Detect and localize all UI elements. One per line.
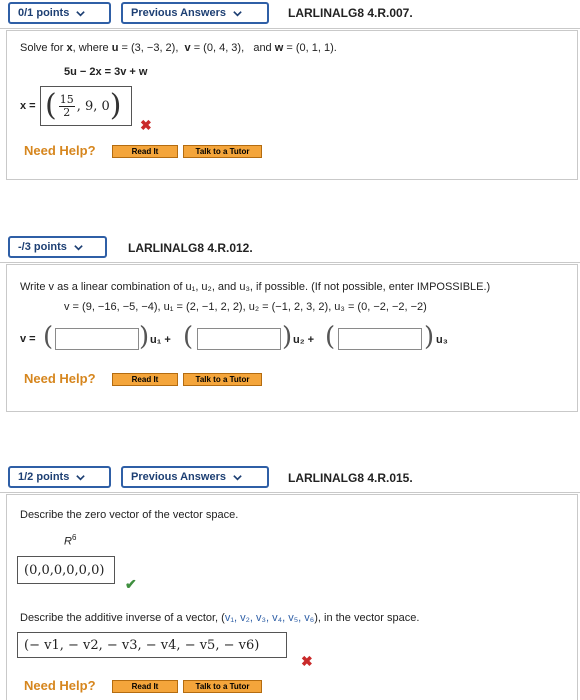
- answer-field-additive-inverse[interactable]: (− v1, − v2, − v3, − v4, − v5, − v6): [17, 632, 287, 658]
- open-paren: (: [325, 322, 336, 352]
- fraction-denominator: 2: [63, 105, 71, 119]
- fraction-numerator: 15: [59, 92, 74, 106]
- vector-components: v₁, v₂, v₃, v₄, v₅, v₆: [224, 612, 315, 624]
- question-prompt: Describe the zero vector of the vector space.: [20, 509, 239, 521]
- talk-to-tutor-button[interactable]: Talk to a Tutor: [183, 145, 262, 158]
- u2-term: u₂ +: [293, 334, 315, 346]
- open-paren: (: [183, 322, 194, 352]
- talk-to-tutor-button[interactable]: Talk to a Tutor: [183, 373, 262, 386]
- need-help-label: Need Help?: [24, 678, 96, 693]
- u-value: = (3, −3, 2),: [118, 42, 179, 54]
- u3-term: u₃: [436, 334, 448, 346]
- var-w: w: [274, 42, 284, 54]
- divider: [0, 28, 580, 29]
- answer-rest: , 9, 0: [76, 98, 110, 114]
- prompt-text: Describe the additive inverse of a vector, (: [20, 612, 225, 624]
- var-u: u: [111, 42, 119, 54]
- answer-label-v: v =: [20, 333, 36, 345]
- question-id: LARLINALG8 4.R.012.: [128, 241, 253, 255]
- vector-definitions: v = (9, −16, −5, −4), u₁ = (2, −1, 2, 2), u₂ = (−1, 2, 3, 2), u₃ = (0, −2, −2, −2): [64, 301, 427, 313]
- read-it-button[interactable]: Read It: [112, 145, 178, 158]
- points-label: -/3 points: [18, 241, 67, 253]
- points-dropdown-q3[interactable]: [8, 466, 111, 488]
- previous-answers-label: Previous Answers: [131, 7, 226, 19]
- read-it-button[interactable]: Read It: [112, 680, 178, 693]
- read-it-button[interactable]: Read It: [112, 373, 178, 386]
- divider: [0, 262, 580, 263]
- open-paren: (: [43, 322, 54, 352]
- answer-label-x: x =: [20, 100, 36, 112]
- previous-answers-label: Previous Answers: [131, 471, 226, 483]
- prompt-text: Solve for: [20, 42, 67, 54]
- incorrect-icon: ✖: [301, 653, 313, 669]
- talk-to-tutor-button[interactable]: Talk to a Tutor: [183, 680, 262, 693]
- prompt-text: and: [250, 42, 275, 54]
- v-value: = (0, 4, 3),: [190, 42, 245, 54]
- answer-field-zero-vector[interactable]: (0,0,0,0,0,0): [17, 556, 115, 584]
- close-paren: ): [282, 322, 293, 352]
- prompt-text: ), in the vector space.: [314, 612, 420, 624]
- vector-space-label: [64, 533, 76, 548]
- open-paren: (: [45, 88, 57, 123]
- w-value: = (0, 1, 1).: [283, 42, 337, 54]
- question-prompt: Write v as a linear combination of u₁, u₂, and u₃, if possible. (If not possible, enter IMPOSSIBLE.): [20, 281, 491, 293]
- chevron-down-icon: [73, 242, 84, 253]
- equation: 5u − 2x = 3v + w: [64, 66, 148, 78]
- answer-field-x[interactable]: [40, 86, 132, 126]
- fraction: [59, 94, 75, 119]
- close-paren: ): [424, 322, 435, 352]
- coefficient-input-u1[interactable]: [55, 328, 139, 350]
- previous-answers-dropdown-q3[interactable]: [121, 466, 269, 488]
- prompt-text: , where: [72, 42, 112, 54]
- close-paren: ): [139, 322, 150, 352]
- chevron-down-icon: [232, 472, 243, 483]
- need-help-label: Need Help?: [24, 143, 96, 158]
- need-help-label: Need Help?: [24, 371, 96, 386]
- var-v: v: [184, 42, 191, 54]
- u1-term: u₁ +: [150, 334, 171, 346]
- question-panel-q3: [6, 494, 578, 700]
- chevron-down-icon: [232, 8, 243, 19]
- incorrect-icon: ✖: [140, 117, 152, 133]
- coefficient-input-u3[interactable]: [338, 328, 422, 350]
- points-label: 0/1 points: [18, 7, 70, 19]
- divider: [0, 492, 580, 493]
- coefficient-input-u2[interactable]: [197, 328, 281, 350]
- close-paren: ): [109, 88, 122, 123]
- points-dropdown-q2[interactable]: [8, 236, 107, 258]
- question-id: LARLINALG8 4.R.007.: [288, 6, 413, 20]
- chevron-down-icon: [75, 8, 86, 19]
- correct-icon: ✔: [125, 576, 137, 592]
- points-dropdown-q1[interactable]: [8, 2, 111, 24]
- question-id: LARLINALG8 4.R.015.: [288, 471, 413, 485]
- chevron-down-icon: [75, 472, 86, 483]
- points-label: 1/2 points: [18, 471, 70, 483]
- question-prompt: [20, 612, 419, 624]
- var-x: x: [66, 42, 73, 54]
- previous-answers-dropdown-q1[interactable]: [121, 2, 269, 24]
- space-exponent: 6: [71, 533, 77, 542]
- space-symbol: R: [64, 535, 72, 548]
- question-prompt: [20, 42, 337, 54]
